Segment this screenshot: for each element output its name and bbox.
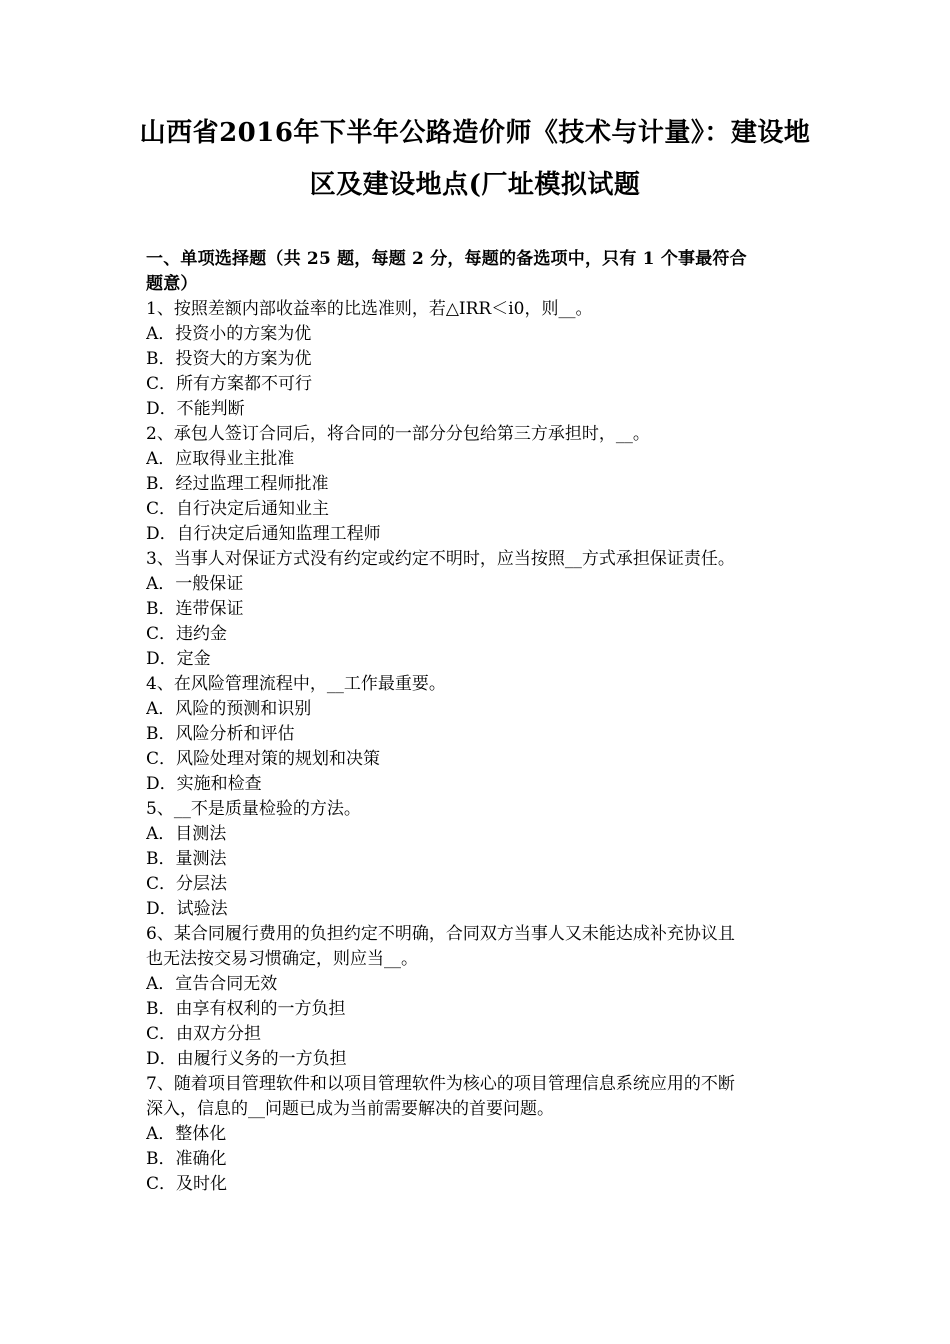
section-heading-line-1: 一、单项选择题（共 25 题，每题 2 分，每题的备选项中，只有 1 个事最符合 xyxy=(146,249,747,269)
question-4 xyxy=(146,672,810,797)
question-6-stem-line-1: 6、某合同履行费用的负担约定不明确，合同双方当事人又未能达成补充协议且 xyxy=(146,924,735,944)
question-7-stem-line-2: 深入，信息的__问题已成为当前需要解决的首要问题。 xyxy=(146,1099,554,1119)
question-5-stem: 5、__不是质量检验的方法。 xyxy=(146,799,361,819)
question-5 xyxy=(146,797,810,922)
question-1-option-c: C．所有方案都不可行 xyxy=(146,374,313,394)
question-1-option-d: D．不能判断 xyxy=(146,399,245,419)
question-3 xyxy=(146,547,810,672)
question-5-option-d: D．试验法 xyxy=(146,899,228,919)
question-4-option-d: D．实施和检查 xyxy=(146,774,262,794)
section-heading-line-2: 题意） xyxy=(146,274,198,294)
question-7-stem-line-1: 7、随着项目管理软件和以项目管理软件为核心的项目管理信息系统应用的不断 xyxy=(146,1074,735,1094)
question-1-stem: 1、按照差额内部收益率的比选准则，若△IRR＜i0，则__。 xyxy=(146,299,593,319)
question-2-option-d: D．自行决定后通知监理工程师 xyxy=(146,524,381,544)
question-4-option-b: B．风险分析和评估 xyxy=(146,724,295,744)
question-5-option-c: C．分层法 xyxy=(146,874,228,894)
question-5-option-b: B．量测法 xyxy=(146,849,227,869)
question-4-option-a: A．风险的预测和识别 xyxy=(146,699,312,719)
question-2-option-b: B．经过监理工程师批准 xyxy=(146,474,329,494)
question-1-option-a: A．投资小的方案为优 xyxy=(146,324,312,344)
question-2-stem: 2、承包人签订合同后，将合同的一部分分包给第三方承担时，__。 xyxy=(146,424,650,444)
question-2 xyxy=(146,422,810,547)
question-2-option-a: A．应取得业主批准 xyxy=(146,449,295,469)
question-6-option-b: B．由享有权利的一方负担 xyxy=(146,999,346,1019)
question-1 xyxy=(146,297,810,422)
question-7 xyxy=(146,1072,810,1197)
question-5-option-a: A．目测法 xyxy=(146,824,227,844)
question-3-option-b: B．连带保证 xyxy=(146,599,244,619)
question-content xyxy=(146,247,810,1197)
question-3-stem: 3、当事人对保证方式没有约定或约定不明时，应当按照__方式承担保证责任。 xyxy=(146,549,735,569)
question-6-option-a: A．宣告合同无效 xyxy=(146,974,278,994)
question-7-option-c: C．及时化 xyxy=(146,1174,228,1194)
question-7-option-b: B．准确化 xyxy=(146,1149,227,1169)
question-6 xyxy=(146,922,810,1072)
document-title-line-2: 区及建设地点(厂址模拟试题 xyxy=(309,170,641,200)
question-7-option-a: A．整体化 xyxy=(146,1124,227,1144)
question-2-option-c: C．自行决定后通知业主 xyxy=(146,499,330,519)
question-1-option-b: B．投资大的方案为优 xyxy=(146,349,312,369)
document-title-line-1: 山西省2016年下半年公路造价师《技术与计量》：建设地 xyxy=(139,118,811,148)
question-4-option-c: C．风险处理对策的规划和决策 xyxy=(146,749,381,769)
question-6-option-d: D．由履行义务的一方负担 xyxy=(146,1049,347,1069)
question-6-option-c: C．由双方分担 xyxy=(146,1024,262,1044)
question-4-stem: 4、在风险管理流程中，__工作最重要。 xyxy=(146,674,446,694)
question-3-option-c: C．违约金 xyxy=(146,624,228,644)
question-3-option-a: A．一般保证 xyxy=(146,574,244,594)
question-3-option-d: D．定金 xyxy=(146,649,211,669)
question-6-stem-line-2: 也无法按交易习惯确定，则应当__。 xyxy=(146,949,418,969)
